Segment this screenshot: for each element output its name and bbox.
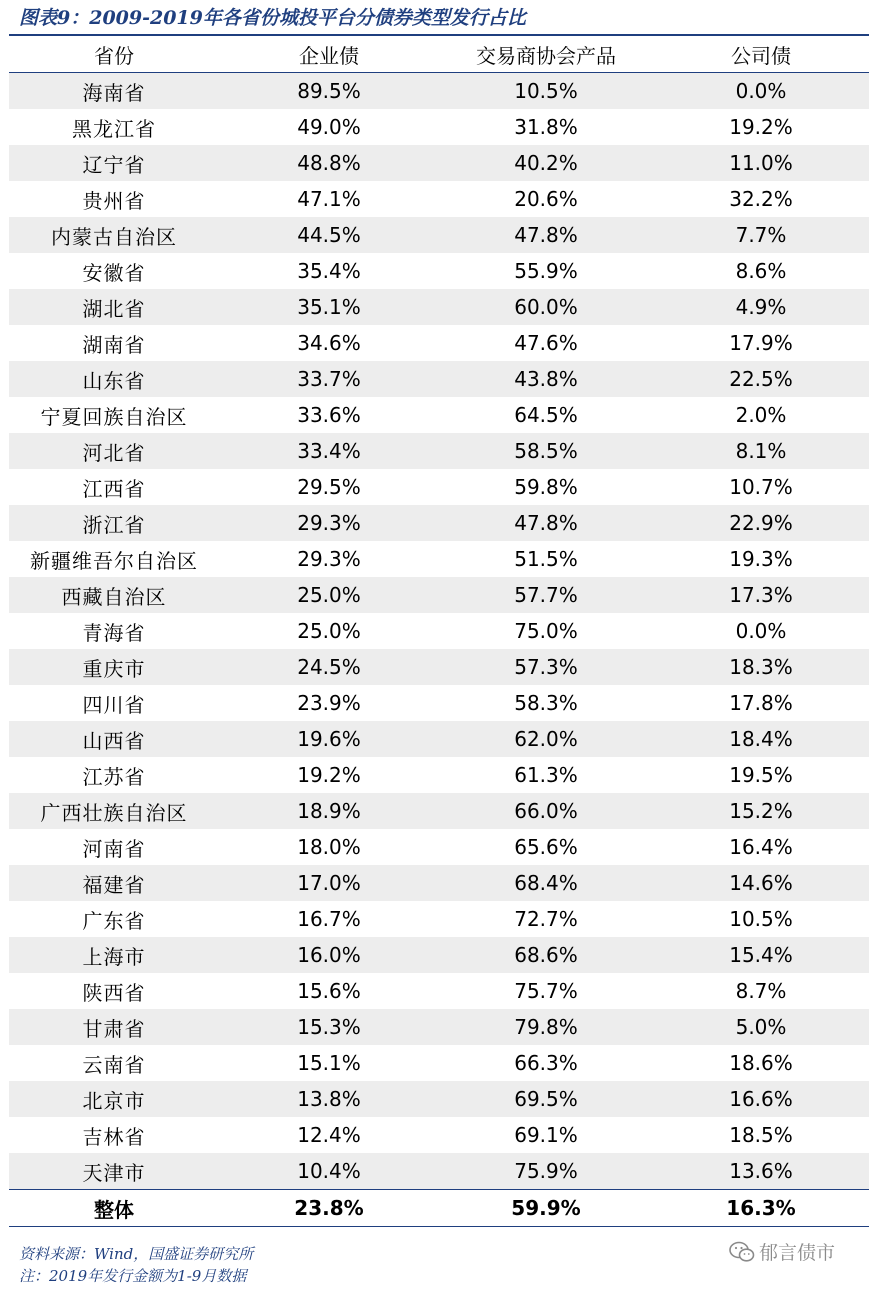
enterprise-bond-cell: 29.5%: [297, 475, 361, 499]
table-row: [9, 1117, 869, 1153]
issuance-share-table: [9, 36, 869, 1227]
enterprise-bond-cell: 12.4%: [297, 1123, 361, 1147]
province-cell: 青海省: [82, 620, 146, 645]
table-row: [9, 613, 869, 649]
nafmii-products-cell: 59.8%: [514, 475, 578, 499]
province-cell: 重庆市: [9, 649, 219, 685]
corporate-bond-cell: 16.6%: [653, 1081, 869, 1117]
corporate-bond-cell: 10.5%: [729, 907, 793, 931]
nafmii-products-cell: 62.0%: [439, 721, 653, 757]
enterprise-bond-cell: 33.7%: [219, 361, 439, 397]
enterprise-bond-cell: 25.0%: [297, 619, 361, 643]
nafmii-products-cell: 20.6%: [514, 187, 578, 211]
enterprise-bond-cell: 29.3%: [297, 547, 361, 571]
nafmii-products-cell: 31.8%: [514, 115, 578, 139]
corporate-bond-cell: 4.9%: [653, 289, 869, 325]
total-province-cell: 整体: [9, 1190, 219, 1227]
total-enterprise-bond-cell: 23.8%: [219, 1190, 439, 1227]
nafmii-products-cell: 43.8%: [439, 361, 653, 397]
province-cell: 河北省: [9, 433, 219, 469]
province-cell: 山西省: [9, 721, 219, 757]
watermark-text: 郁言债市: [759, 1242, 836, 1264]
nafmii-products-cell: 40.2%: [439, 145, 653, 181]
table-row: [9, 145, 869, 181]
province-cell: 贵州省: [82, 188, 146, 213]
corporate-bond-cell: 19.3%: [729, 547, 793, 571]
table-row: [9, 649, 869, 685]
province-cell: 云南省: [82, 1052, 146, 1077]
nafmii-products-cell: 47.8%: [439, 217, 653, 253]
table-row: [9, 505, 869, 541]
table-row: [9, 937, 869, 973]
table-row: [9, 1081, 869, 1117]
table-row: [9, 901, 869, 937]
enterprise-bond-cell: 10.4%: [219, 1153, 439, 1190]
table-row: [9, 541, 869, 577]
table-row: [9, 865, 869, 901]
table-row: [9, 757, 869, 793]
enterprise-bond-cell: 16.7%: [297, 907, 361, 931]
province-cell: 西藏自治区: [9, 577, 219, 613]
province-cell: 新疆维吾尔自治区: [30, 548, 198, 573]
header-row: [9, 36, 869, 73]
province-cell: 海南省: [9, 73, 219, 110]
enterprise-bond-cell: 44.5%: [219, 217, 439, 253]
province-cell: 四川省: [82, 692, 146, 717]
province-cell: 上海市: [9, 937, 219, 973]
enterprise-bond-cell: 25.0%: [219, 577, 439, 613]
nafmii-products-cell: 75.9%: [439, 1153, 653, 1190]
province-cell: 河南省: [82, 836, 146, 861]
total-corporate-bond-cell: 16.3%: [653, 1190, 869, 1227]
nafmii-products-cell: 51.5%: [514, 547, 578, 571]
enterprise-bond-cell: 16.0%: [219, 937, 439, 973]
corporate-bond-cell: 18.3%: [653, 649, 869, 685]
table-row: [9, 325, 869, 361]
nafmii-products-cell: 64.5%: [514, 403, 578, 427]
province-cell: 吉林省: [82, 1124, 146, 1149]
table-row: [9, 721, 869, 757]
corporate-bond-cell: 22.9%: [653, 505, 869, 541]
corporate-bond-cell: 19.5%: [729, 763, 793, 787]
province-cell: 江苏省: [82, 764, 146, 789]
nafmii-products-cell: 72.7%: [514, 907, 578, 931]
province-cell: 江西省: [82, 476, 146, 501]
corporate-bond-cell: 18.5%: [729, 1123, 793, 1147]
enterprise-bond-cell: 89.5%: [219, 73, 439, 110]
enterprise-bond-cell: 48.8%: [219, 145, 439, 181]
corporate-bond-cell: 13.6%: [653, 1153, 869, 1190]
nafmii-products-cell: 57.7%: [439, 577, 653, 613]
enterprise-bond-cell: 19.6%: [219, 721, 439, 757]
wechat-icon: [729, 1241, 755, 1263]
nafmii-products-cell: 58.5%: [439, 433, 653, 469]
nafmii-products-cell: 66.0%: [439, 793, 653, 829]
corporate-bond-cell: 18.6%: [729, 1051, 793, 1075]
table-row: [9, 829, 869, 865]
table-body: [9, 73, 869, 1227]
table-row: [9, 73, 869, 110]
corporate-bond-cell: 15.4%: [653, 937, 869, 973]
corporate-bond-cell: 17.3%: [653, 577, 869, 613]
table-row: [9, 973, 869, 1009]
enterprise-bond-cell: 23.9%: [297, 691, 361, 715]
nafmii-products-cell: 10.5%: [439, 73, 653, 110]
header-nafmii-products: 交易商协会产品: [439, 36, 653, 73]
nafmii-products-cell: 79.8%: [439, 1009, 653, 1045]
nafmii-products-cell: 68.4%: [439, 865, 653, 901]
corporate-bond-cell: 0.0%: [735, 619, 787, 643]
corporate-bond-cell: 17.8%: [729, 691, 793, 715]
table-row: [9, 793, 869, 829]
enterprise-bond-cell: 24.5%: [219, 649, 439, 685]
enterprise-bond-cell: 19.2%: [297, 763, 361, 787]
table-row: [9, 289, 869, 325]
enterprise-bond-cell: 47.1%: [297, 187, 361, 211]
nafmii-products-cell: 69.1%: [514, 1123, 578, 1147]
corporate-bond-cell: 8.1%: [653, 433, 869, 469]
total-nafmii-products-cell: 59.9%: [439, 1190, 653, 1227]
table-row: [9, 469, 869, 505]
nafmii-products-cell: 47.6%: [514, 331, 578, 355]
nafmii-products-cell: 55.9%: [514, 259, 578, 283]
table-row: [9, 1009, 869, 1045]
table-title: 图表9：2009-2019年各省份城投平台分债券类型发行占比: [19, 7, 526, 29]
province-cell: 广西壮族自治区: [9, 793, 219, 829]
corporate-bond-cell: 17.9%: [729, 331, 793, 355]
corporate-bond-cell: 8.7%: [735, 979, 787, 1003]
table-row: [9, 397, 869, 433]
province-cell: 福建省: [9, 865, 219, 901]
province-cell: 天津市: [9, 1153, 219, 1190]
table-row: [9, 217, 869, 253]
corporate-bond-cell: 18.4%: [653, 721, 869, 757]
table-row: [9, 577, 869, 613]
province-cell: 辽宁省: [9, 145, 219, 181]
corporate-bond-cell: 5.0%: [653, 1009, 869, 1045]
enterprise-bond-cell: 33.6%: [297, 403, 361, 427]
province-cell: 山东省: [9, 361, 219, 397]
province-cell: 安徽省: [82, 260, 146, 285]
province-cell: 广东省: [82, 908, 146, 933]
province-cell: 浙江省: [9, 505, 219, 541]
province-cell: 内蒙古自治区: [9, 217, 219, 253]
table-row: [9, 1153, 869, 1190]
corporate-bond-cell: 10.7%: [729, 475, 793, 499]
enterprise-bond-cell: 34.6%: [297, 331, 361, 355]
nafmii-products-cell: 75.7%: [514, 979, 578, 1003]
corporate-bond-cell: 7.7%: [653, 217, 869, 253]
enterprise-bond-cell: 18.0%: [297, 835, 361, 859]
enterprise-bond-cell: 15.3%: [219, 1009, 439, 1045]
nafmii-products-cell: 69.5%: [439, 1081, 653, 1117]
total-row: [9, 1190, 869, 1227]
corporate-bond-cell: 0.0%: [653, 73, 869, 110]
nafmii-products-cell: 75.0%: [514, 619, 578, 643]
nafmii-products-cell: 68.6%: [439, 937, 653, 973]
nafmii-products-cell: 47.8%: [439, 505, 653, 541]
enterprise-bond-cell: 33.4%: [219, 433, 439, 469]
corporate-bond-cell: 8.6%: [735, 259, 787, 283]
enterprise-bond-cell: 17.0%: [219, 865, 439, 901]
enterprise-bond-cell: 18.9%: [219, 793, 439, 829]
table-row: [9, 253, 869, 289]
table-row: [9, 109, 869, 145]
corporate-bond-cell: 19.2%: [729, 115, 793, 139]
date-note: 注：2019年发行金额为1-9月数据: [19, 1267, 247, 1285]
corporate-bond-cell: 11.0%: [653, 145, 869, 181]
enterprise-bond-cell: 35.4%: [297, 259, 361, 283]
nafmii-products-cell: 57.3%: [439, 649, 653, 685]
enterprise-bond-cell: 29.3%: [219, 505, 439, 541]
corporate-bond-cell: 32.2%: [729, 187, 793, 211]
watermark: [729, 1238, 835, 1265]
province-cell: 陕西省: [82, 980, 146, 1005]
nafmii-products-cell: 61.3%: [514, 763, 578, 787]
corporate-bond-cell: 16.4%: [729, 835, 793, 859]
corporate-bond-cell: 14.6%: [653, 865, 869, 901]
enterprise-bond-cell: 35.1%: [219, 289, 439, 325]
corporate-bond-cell: 15.2%: [653, 793, 869, 829]
header-corporate-bond: 公司债: [653, 36, 869, 73]
header-province: 省份: [9, 36, 219, 73]
province-cell: 黑龙江省: [72, 116, 156, 141]
table-row: [9, 685, 869, 721]
enterprise-bond-cell: 49.0%: [297, 115, 361, 139]
nafmii-products-cell: 60.0%: [439, 289, 653, 325]
corporate-bond-cell: 22.5%: [653, 361, 869, 397]
table-row: [9, 1045, 869, 1081]
province-cell: 北京市: [9, 1081, 219, 1117]
province-cell: 湖北省: [9, 289, 219, 325]
province-cell: 甘肃省: [9, 1009, 219, 1045]
header-enterprise-bond: 企业债: [219, 36, 439, 73]
table-header: [9, 36, 869, 73]
enterprise-bond-cell: 13.8%: [219, 1081, 439, 1117]
nafmii-products-cell: 65.6%: [514, 835, 578, 859]
table-row: [9, 181, 869, 217]
table-row: [9, 361, 869, 397]
nafmii-products-cell: 58.3%: [514, 691, 578, 715]
province-cell: 宁夏回族自治区: [40, 404, 188, 429]
enterprise-bond-cell: 15.6%: [297, 979, 361, 1003]
enterprise-bond-cell: 15.1%: [297, 1051, 361, 1075]
table-row: [9, 433, 869, 469]
corporate-bond-cell: 2.0%: [735, 403, 787, 427]
province-cell: 湖南省: [82, 332, 146, 357]
source-note: 资料来源：Wind，国盛证券研究所: [19, 1245, 254, 1263]
nafmii-products-cell: 66.3%: [514, 1051, 578, 1075]
